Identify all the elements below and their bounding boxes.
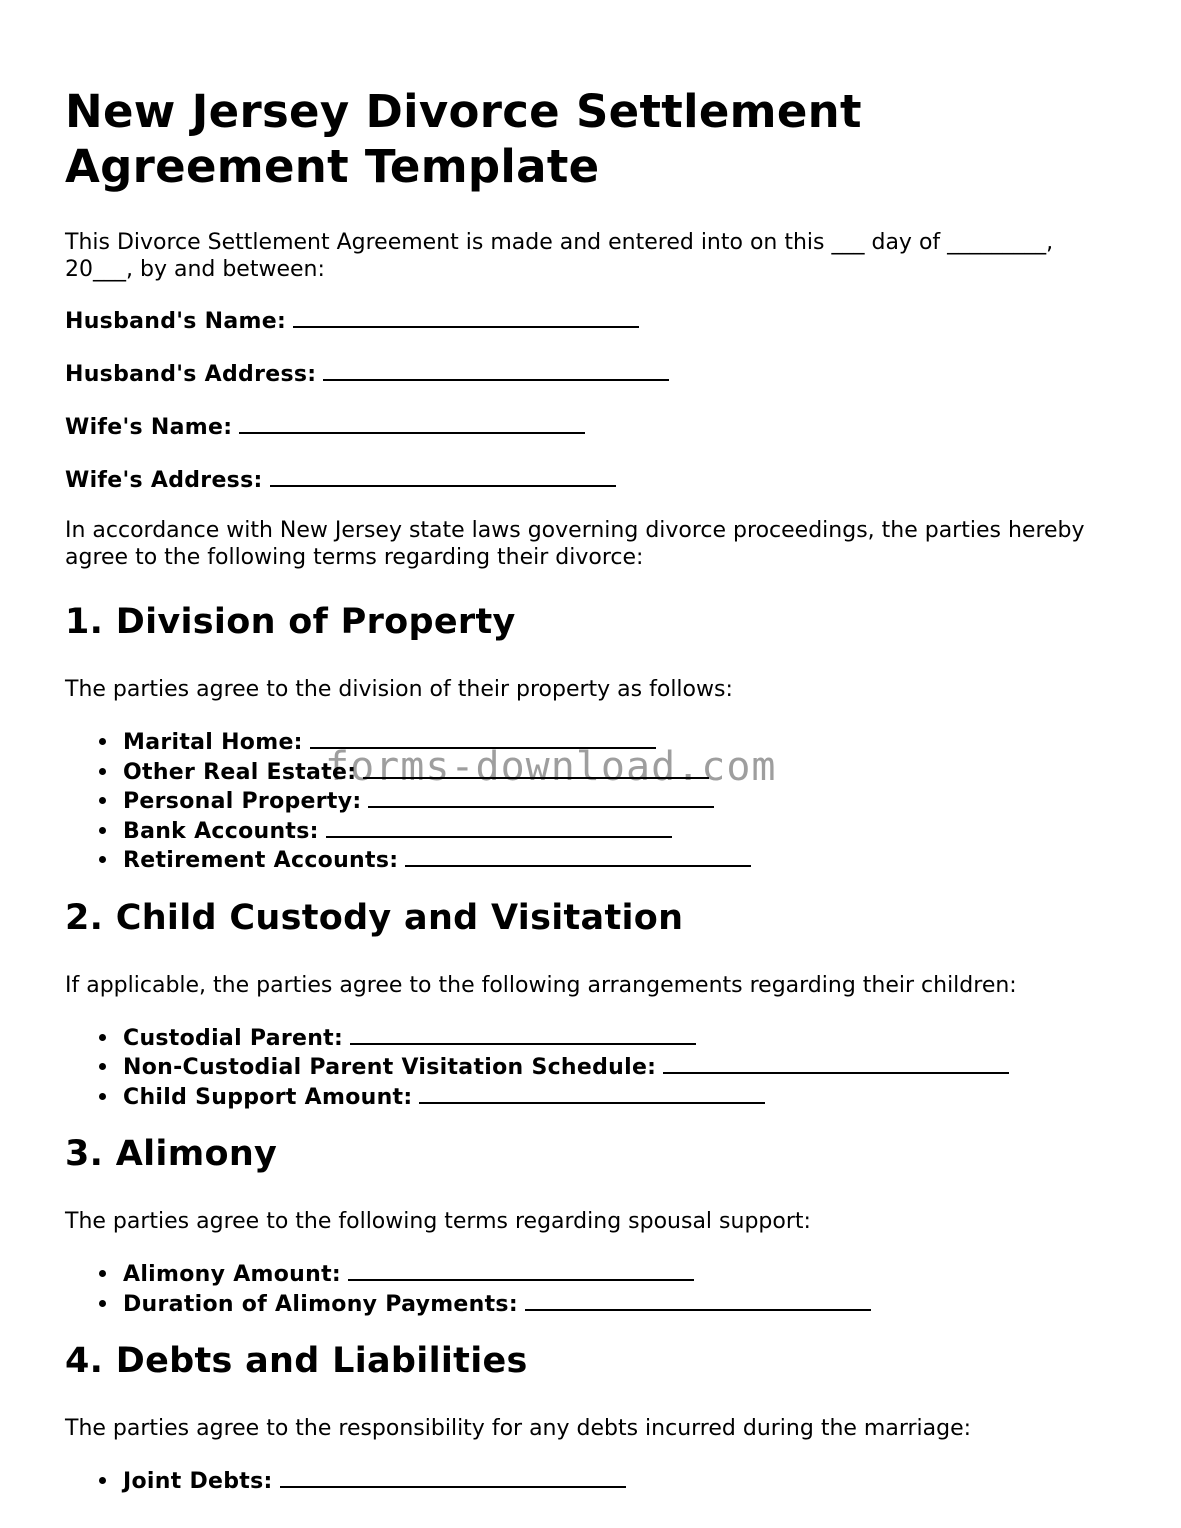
- section-heading: 2. Child Custody and Visitation: [65, 897, 684, 938]
- fill-blank[interactable]: [405, 845, 751, 867]
- field-label: Husband's Name:: [65, 309, 287, 334]
- husband-address-field: [65, 359, 1125, 388]
- field-label: Wife's Name:: [65, 415, 233, 440]
- fill-blank[interactable]: [239, 412, 585, 434]
- terms-paragraph: In accordance with New Jersey state laws governing divorce proceedings, the parties hereby agree to the following terms regarding their divorce:: [65, 518, 1085, 570]
- item-list: [65, 1023, 1125, 1112]
- section-heading: 1. Division of Property: [65, 602, 516, 642]
- list-item: Other Real Estate:: [123, 757, 1125, 787]
- husband-name-field: [65, 306, 1125, 335]
- list-item: Child Support Amount:: [123, 1082, 1125, 1112]
- section-intro: The parties agree to the responsibility for any debts incurred during the marriage:: [65, 1416, 972, 1441]
- fill-blank[interactable]: [310, 727, 656, 749]
- fill-blank[interactable]: [525, 1289, 871, 1311]
- section-intro: The parties agree to the division of their property as follows:: [65, 677, 733, 702]
- list-item: Duration of Alimony Payments:: [123, 1289, 1125, 1319]
- list-item: Marital Home:: [123, 727, 1125, 757]
- item-list: [65, 1466, 1125, 1496]
- field-label: Husband's Address:: [65, 362, 317, 387]
- section-child-custody: [65, 897, 1125, 1112]
- section-intro: The parties agree to the following terms regarding spousal support:: [65, 1209, 811, 1234]
- list-item: Bank Accounts:: [123, 816, 1125, 846]
- list-item: Alimony Amount:: [123, 1259, 1125, 1289]
- list-item: Personal Property:: [123, 786, 1125, 816]
- fill-blank[interactable]: [326, 816, 672, 838]
- section-alimony: [65, 1133, 1125, 1318]
- fill-blank[interactable]: [419, 1082, 765, 1104]
- section-intro: If applicable, the parties agree to the following arrangements regarding their children:: [65, 972, 1017, 998]
- fill-blank[interactable]: [293, 306, 639, 328]
- watermark: forms-download.com: [325, 744, 777, 790]
- item-list: [65, 1259, 1125, 1318]
- fill-blank[interactable]: [350, 1023, 696, 1045]
- fill-blank[interactable]: [280, 1466, 626, 1488]
- list-item: Non-Custodial Parent Visitation Schedule:: [123, 1052, 1125, 1082]
- section-division-of-property: [65, 601, 1125, 875]
- section-debts: [65, 1340, 1125, 1496]
- item-list: [65, 727, 1125, 875]
- wife-address-field: [65, 465, 1125, 494]
- fill-blank[interactable]: [663, 1052, 1009, 1074]
- list-item: Custodial Parent:: [123, 1023, 1125, 1053]
- fill-blank[interactable]: [363, 757, 709, 779]
- intro-paragraph: This Divorce Settlement Agreement is made and entered into on this ___ day of _________, 20___, by and between:: [65, 230, 1054, 282]
- fill-blank[interactable]: [323, 359, 669, 381]
- fill-blank[interactable]: [348, 1259, 694, 1281]
- section-heading: 3. Alimony: [65, 1134, 278, 1174]
- fill-blank[interactable]: [270, 465, 616, 487]
- list-item: Joint Debts:: [123, 1466, 1125, 1496]
- list-item: Retirement Accounts:: [123, 845, 1125, 875]
- fill-blank[interactable]: [368, 786, 714, 808]
- wife-name-field: [65, 412, 1125, 441]
- field-label: Wife's Address:: [65, 468, 263, 493]
- document-page: [65, 84, 1125, 1518]
- section-heading: 4. Debts and Liabilities: [65, 1341, 528, 1381]
- document-title: New Jersey Divorce Settlement Agreement Template: [65, 85, 862, 193]
